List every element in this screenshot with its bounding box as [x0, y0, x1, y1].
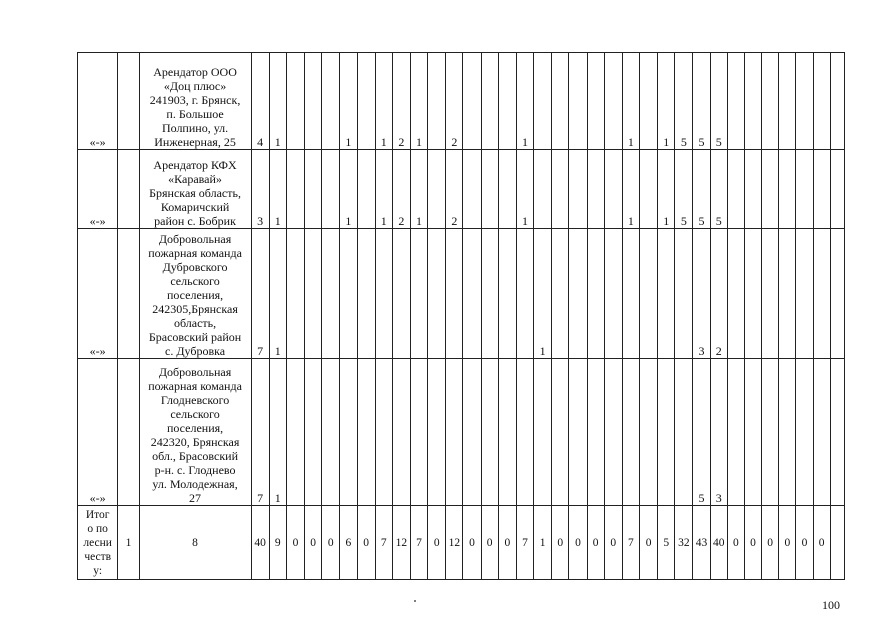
value-cell: 1 — [534, 229, 552, 359]
value-cell: 5 — [710, 53, 727, 150]
organization-line: Дубровского — [162, 260, 228, 274]
total-count: 8 — [139, 506, 251, 580]
total-value-cell: 0 — [552, 506, 569, 580]
total-value-cell: 0 — [796, 506, 813, 580]
organization-line: Арендатор ООО — [153, 65, 237, 79]
value-cell — [727, 53, 744, 150]
value-cell — [428, 229, 446, 359]
table-row — [78, 229, 845, 359]
total-value-cell: 0 — [428, 506, 446, 580]
organization-line: Полпино, ул. — [161, 121, 229, 135]
total-value-cell: 0 — [727, 506, 744, 580]
value-cell — [779, 229, 796, 359]
row-number-cell — [118, 359, 139, 506]
organization-cell — [139, 150, 251, 229]
organization-line: Инженерная, 25 — [154, 135, 236, 149]
total-value-cell: 0 — [498, 506, 516, 580]
value-cell — [286, 229, 304, 359]
total-value-cell: 1 — [534, 506, 552, 580]
value-cell — [640, 359, 658, 506]
value-cell — [569, 53, 587, 150]
value-cell: 1 — [516, 53, 533, 150]
organization-line: обл., Брасовский — [152, 449, 239, 463]
value-cell: 5 — [710, 150, 727, 229]
value-cell: 2 — [392, 53, 410, 150]
value-cell — [675, 359, 693, 506]
total-value-cell: 12 — [446, 506, 463, 580]
value-cell — [552, 229, 569, 359]
value-cell — [830, 229, 844, 359]
total-label-line: честв — [84, 550, 112, 563]
organization-line: Добровольная — [158, 232, 232, 246]
value-cell — [604, 53, 622, 150]
value-cell — [622, 359, 639, 506]
total-value-cell: 0 — [322, 506, 340, 580]
value-cell — [534, 53, 552, 150]
value-cell: 5 — [675, 150, 693, 229]
value-cell — [622, 229, 639, 359]
value-cell — [375, 229, 392, 359]
value-cell — [762, 359, 779, 506]
value-cell — [498, 229, 516, 359]
organization-line: Добровольная — [158, 365, 232, 379]
value-cell — [305, 53, 322, 150]
total-label-line: о по — [87, 522, 108, 535]
value-cell — [340, 359, 357, 506]
total-label-line: лесни — [83, 536, 112, 549]
value-cell: 3 — [251, 150, 269, 229]
value-cell — [604, 150, 622, 229]
value-cell: 7 — [251, 229, 269, 359]
value-cell: 5 — [693, 53, 710, 150]
total-value-cell: 32 — [675, 506, 693, 580]
value-cell — [357, 359, 375, 506]
value-cell: 2 — [446, 150, 463, 229]
organization-cell — [139, 229, 251, 359]
value-cell: 5 — [693, 359, 710, 506]
organization-line: Брасовский район — [148, 330, 242, 344]
value-cell — [727, 359, 744, 506]
total-value-cell: 0 — [813, 506, 830, 580]
value-cell — [322, 150, 340, 229]
value-cell: 1 — [340, 150, 357, 229]
table-body — [78, 53, 845, 580]
value-cell: 2 — [710, 229, 727, 359]
value-cell — [552, 150, 569, 229]
value-cell — [481, 150, 498, 229]
total-value-cell: 6 — [340, 506, 357, 580]
organization-line: Комаричский — [160, 200, 230, 214]
organization-line: «Каравай» — [168, 172, 222, 186]
total-value-cell: 0 — [604, 506, 622, 580]
value-cell — [534, 150, 552, 229]
row-ditto-mark: «-» — [78, 150, 118, 229]
value-cell: 3 — [710, 359, 727, 506]
value-cell — [640, 229, 658, 359]
value-cell — [375, 359, 392, 506]
value-cell — [744, 359, 761, 506]
organization-line: «Доц плюс» — [163, 79, 227, 93]
total-value-cell: 0 — [779, 506, 796, 580]
scan-speck — [414, 600, 416, 602]
value-cell — [410, 359, 427, 506]
value-cell: 2 — [392, 150, 410, 229]
table-row — [78, 359, 845, 506]
value-cell — [392, 359, 410, 506]
value-cell — [779, 150, 796, 229]
total-label — [78, 506, 118, 580]
value-cell — [357, 229, 375, 359]
value-cell — [796, 229, 813, 359]
value-cell — [779, 53, 796, 150]
value-cell — [830, 150, 844, 229]
value-cell — [305, 229, 322, 359]
value-cell — [322, 229, 340, 359]
total-label-line: Итог — [85, 508, 110, 521]
total-value-cell: 7 — [375, 506, 392, 580]
value-cell — [762, 150, 779, 229]
value-cell — [481, 229, 498, 359]
value-cell — [675, 229, 693, 359]
value-cell — [744, 229, 761, 359]
value-cell — [552, 359, 569, 506]
total-value-cell: 0 — [744, 506, 761, 580]
organization-line: ул. Молодежная, — [152, 477, 238, 491]
page-number: 100 — [822, 598, 840, 612]
value-cell — [744, 150, 761, 229]
value-cell — [727, 229, 744, 359]
value-cell: 1 — [622, 150, 639, 229]
total-value-cell: 0 — [305, 506, 322, 580]
value-cell — [498, 53, 516, 150]
value-cell: 1 — [269, 229, 286, 359]
total-value-cell — [830, 506, 844, 580]
row-ditto-mark: «-» — [78, 53, 118, 150]
value-cell — [779, 359, 796, 506]
value-cell — [305, 359, 322, 506]
value-cell — [428, 150, 446, 229]
value-cell — [357, 53, 375, 150]
value-cell — [587, 229, 604, 359]
organization-line: поселения, — [166, 421, 224, 435]
value-cell — [410, 229, 427, 359]
value-cell: 1 — [269, 150, 286, 229]
total-value-cell: 0 — [357, 506, 375, 580]
value-cell — [587, 359, 604, 506]
total-value-cell: 7 — [410, 506, 427, 580]
organization-line: 242305,Брянская — [152, 302, 238, 316]
organization-line: 27 — [189, 491, 202, 505]
value-cell — [481, 53, 498, 150]
value-cell — [286, 53, 304, 150]
value-cell — [322, 53, 340, 150]
value-cell — [813, 229, 830, 359]
value-cell — [744, 53, 761, 150]
value-cell — [813, 150, 830, 229]
value-cell — [392, 229, 410, 359]
total-value-cell: 0 — [463, 506, 481, 580]
organization-line: поселения, — [166, 288, 224, 302]
value-cell — [604, 359, 622, 506]
value-cell — [813, 53, 830, 150]
organization-line: п. Большое — [166, 107, 224, 121]
value-cell — [762, 229, 779, 359]
organization-line: 241903, г. Брянск, — [149, 93, 241, 107]
total-value-cell: 40 — [251, 506, 269, 580]
value-cell: 1 — [658, 53, 675, 150]
organization-line: Брянская область, — [149, 186, 241, 200]
row-number-cell — [118, 53, 139, 150]
organization-line: пожарная команда — [148, 379, 242, 393]
total-value-cell: 0 — [286, 506, 304, 580]
value-cell — [762, 53, 779, 150]
value-cell: 1 — [516, 150, 533, 229]
value-cell — [604, 229, 622, 359]
value-cell — [498, 359, 516, 506]
value-cell: 1 — [410, 53, 427, 150]
total-value-cell: 12 — [392, 506, 410, 580]
value-cell: 5 — [675, 53, 693, 150]
organization-line: сельского — [170, 407, 220, 421]
value-cell — [357, 150, 375, 229]
value-cell — [830, 53, 844, 150]
forestry-table — [77, 52, 845, 580]
value-cell: 1 — [410, 150, 427, 229]
value-cell — [640, 53, 658, 150]
total-row — [78, 506, 845, 580]
value-cell — [286, 359, 304, 506]
total-value-cell: 7 — [516, 506, 533, 580]
row-number-cell — [118, 150, 139, 229]
value-cell — [463, 53, 481, 150]
value-cell — [813, 359, 830, 506]
value-cell — [640, 150, 658, 229]
value-cell — [498, 150, 516, 229]
organization-line: Глодневского — [160, 393, 230, 407]
value-cell — [569, 150, 587, 229]
value-cell: 7 — [251, 359, 269, 506]
value-cell: 1 — [622, 53, 639, 150]
value-cell: 1 — [269, 53, 286, 150]
row-number-cell — [118, 229, 139, 359]
value-cell — [569, 359, 587, 506]
organization-line: р-н. с. Глоднево — [154, 463, 236, 477]
value-cell — [463, 229, 481, 359]
value-cell — [534, 359, 552, 506]
value-cell — [463, 359, 481, 506]
value-cell: 3 — [693, 229, 710, 359]
value-cell: 5 — [693, 150, 710, 229]
row-ditto-mark: «-» — [78, 229, 118, 359]
total-value-cell: 43 — [693, 506, 710, 580]
value-cell — [587, 150, 604, 229]
organization-line: сельского — [170, 274, 220, 288]
value-cell — [587, 53, 604, 150]
table-row — [78, 150, 845, 229]
value-cell — [727, 150, 744, 229]
value-cell — [340, 229, 357, 359]
table-row — [78, 53, 845, 150]
value-cell — [830, 359, 844, 506]
row-ditto-mark: «-» — [78, 359, 118, 506]
value-cell: 2 — [446, 53, 463, 150]
total-label-line: у: — [93, 564, 103, 577]
value-cell — [322, 359, 340, 506]
value-cell — [481, 359, 498, 506]
total-value-cell: 0 — [640, 506, 658, 580]
value-cell: 1 — [658, 150, 675, 229]
total-value-cell: 0 — [569, 506, 587, 580]
value-cell — [446, 229, 463, 359]
value-cell: 4 — [251, 53, 269, 150]
value-cell — [463, 150, 481, 229]
organization-cell — [139, 53, 251, 150]
total-value-cell: 40 — [710, 506, 727, 580]
organization-line: пожарная команда — [148, 246, 242, 260]
organization-line: 242320, Брянская — [150, 435, 240, 449]
value-cell: 1 — [340, 53, 357, 150]
value-cell: 1 — [375, 53, 392, 150]
value-cell — [796, 53, 813, 150]
value-cell — [569, 229, 587, 359]
total-value-cell: 0 — [481, 506, 498, 580]
value-cell — [428, 359, 446, 506]
value-cell: 1 — [375, 150, 392, 229]
value-cell — [305, 150, 322, 229]
organization-cell — [139, 359, 251, 506]
total-value-cell: 0 — [587, 506, 604, 580]
organization-line: область, — [173, 316, 217, 330]
value-cell — [446, 359, 463, 506]
value-cell — [658, 229, 675, 359]
value-cell — [796, 150, 813, 229]
value-cell — [516, 229, 533, 359]
value-cell — [516, 359, 533, 506]
organization-line: Арендатор КФХ — [153, 158, 237, 172]
value-cell — [796, 359, 813, 506]
organization-line: с. Дубровка — [165, 344, 226, 358]
total-value-cell: 0 — [762, 506, 779, 580]
total-value-cell: 7 — [622, 506, 639, 580]
value-cell — [552, 53, 569, 150]
value-cell — [428, 53, 446, 150]
organization-line: район с. Бобрик — [154, 214, 236, 228]
value-cell — [658, 359, 675, 506]
value-cell: 1 — [269, 359, 286, 506]
value-cell — [286, 150, 304, 229]
total-value-cell: 5 — [658, 506, 675, 580]
total-value-cell: 9 — [269, 506, 286, 580]
total-number: 1 — [118, 506, 139, 580]
